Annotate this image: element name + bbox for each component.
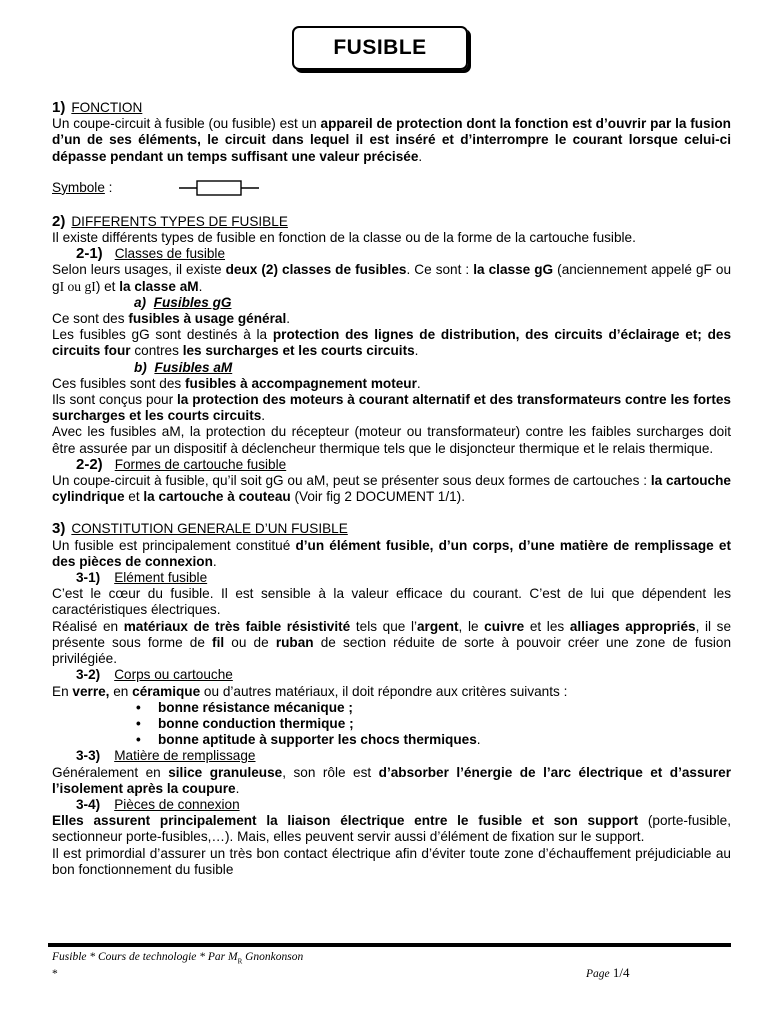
section-2-intro: Il existe différents types de fusible en fonction de la classe ou de la forme de la cartouche fusible. bbox=[52, 230, 636, 246]
fusibles-am-heading: b) Fusibles aM bbox=[134, 359, 233, 375]
fusibles-am-line-1: Ces fusibles sont des fusibles à accompagnement moteur. bbox=[52, 375, 421, 391]
document-body bbox=[52, 100, 731, 878]
section-1-paragraph: Un coupe-circuit à fusible (ou fusible) est un appareil de protection dont la fonction est d’ouvrir par la fusion d’un de ses éléments, le circuit dans lequel il est inséré et d’interrompre le courant lorsque celui-ci dépasse pendant un temps suffisant une valeur précisée. bbox=[52, 116, 731, 164]
section-3-2-paragraph: En verre, en céramique ou d’autres matériaux, il doit répondre aux critères suivants : bbox=[52, 683, 568, 699]
section-3-1-paragraph-2: Réalisé en matériaux de très faible résistivité tels que l’argent, le cuivre et les alliages appropriés, il se présente sous forme de fil ou de ruban de section réduite de sorte à pouvoir créer une zone de fusion privilégiée. bbox=[52, 618, 732, 667]
fusibles-am-line-3: Avec les fusibles aM, la protection du récepteur (moteur ou transformateur) contre les faibles surcharges doit être assurée par un dispositif à déclencheur thermique tels que le disjoncteur thermique et le relais thermique. bbox=[52, 424, 731, 456]
section-2-heading: 2) DIFFERENTS TYPES DE FUSIBLE bbox=[52, 212, 288, 230]
footer-divider bbox=[48, 943, 731, 947]
fusibles-gg-heading: a) Fusibles gG bbox=[134, 294, 232, 310]
section-2-1-paragraph: Selon leurs usages, il existe deux (2) classes de fusibles. Ce sont : la classe gG (anciennement appelé gF ou gI ou gI) et la classe aM. bbox=[52, 262, 732, 294]
section-3-1-heading: 3-1) Elément fusible bbox=[76, 570, 208, 586]
fusibles-gg-line-1: Ce sont des fusibles à usage général. bbox=[52, 311, 291, 327]
section-3-4-paragraph-1: Elles assurent principalement la liaison électrique entre le fusible et son support (porte-fusible, sectionneur porte-fusibles,…). Mais, elles peuvent servir aussi d’élément de fixation sur le support. bbox=[52, 813, 731, 845]
section-2-1-heading: 2-1) Classes de fusible bbox=[76, 245, 226, 263]
section-3-3-paragraph: Généralement en silice granuleuse, son rôle est d’absorber l’énergie de l’arc électrique et d’assurer l’isolement après la coupure. bbox=[52, 764, 731, 796]
list-item: • bonne conduction thermique ; bbox=[52, 716, 731, 732]
section-3-heading: 3) CONSTITUTION GENERALE D’UN FUSIBLE bbox=[52, 520, 348, 538]
list-item: • bonne résistance mécanique ; bbox=[52, 700, 731, 716]
section-2-2-heading: 2-2) Formes de cartouche fusible bbox=[76, 455, 287, 473]
section-3-3-heading: 3-3) Matière de remplissage bbox=[76, 748, 256, 764]
footer-star: * bbox=[52, 968, 58, 980]
document-title: FUSIBLE bbox=[292, 26, 468, 70]
fuse-symbol-icon bbox=[179, 179, 259, 197]
section-1-heading: 1) FONCTION bbox=[52, 99, 143, 116]
symbol-row: Symbole : bbox=[52, 180, 731, 198]
fusibles-gg-line-2: Les fusibles gG sont destinés à la protection des lignes de distribution, des circuits d’éclairage et; des circuits four contres les surcharges et les courts circuits. bbox=[52, 327, 732, 359]
list-item: • bonne aptitude à supporter les chocs thermiques. bbox=[52, 732, 731, 748]
section-3-2-heading: 3-2) Corps ou cartouche bbox=[76, 667, 233, 683]
criteria-list bbox=[52, 700, 731, 749]
section-3-4-paragraph-2: Il est primordial d’assurer un très bon contact électrique afin d’éviter toute zone d’échauffement préjudiciable au bon fonctionnement du fusible bbox=[52, 845, 731, 877]
fusibles-am-line-2: Ils sont conçus pour la protection des moteurs à courant alternatif et des transformateurs contre les fortes surcharges et les courts circuits. bbox=[52, 392, 731, 424]
section-3-4-heading: 3-4) Pièces de connexion bbox=[76, 796, 240, 812]
footer-text: Fusible * Cours de technologie * Par $M_R$ Gnonkonson bbox=[52, 951, 304, 966]
section-3-1-paragraph-1: C’est le cœur du fusible. Il est sensible à la valeur efficace du courant. C’est de lui que dépendent les caractéristiques électriques. bbox=[52, 586, 731, 618]
section-2-2-paragraph: Un coupe-circuit à fusible, qu’il soit gG ou aM, peut se présenter sous deux formes de cartouches : la cartouche cylindrique et la cartouche à couteau (Voir fig 2 DOCUMENT 1/1). bbox=[52, 473, 731, 505]
page-number: Page 1/4 bbox=[586, 965, 630, 980]
section-3-intro: Un fusible est principalement constitué d’un élément fusible, d’un corps, d’une matière de remplissage et des pièces de connexion. bbox=[52, 537, 731, 569]
